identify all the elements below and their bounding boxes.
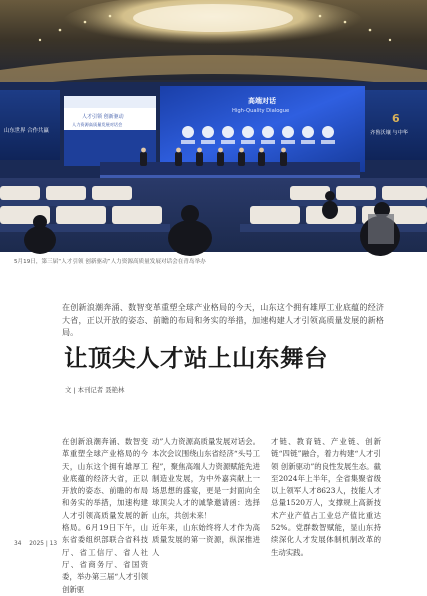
issue-label: 2025 | 13 <box>29 541 58 547</box>
screen-title: 高端对话 <box>248 97 276 105</box>
column-2-text: 动”人力资源高质量发展对话会。本次会议围绕山东省经济“头号工程”，聚焦高端人力资源赋能先进制造业发展，为中外嘉宾献上一场思想的盛宴，更是一封面向全球顶尖人才的诚挚邀请函：选择山东，共创未来！ 近年来，山东始终将人才作为高质量发展的第一资源，纵深推进人 <box>152 437 260 557</box>
body-column-1 <box>62 436 148 596</box>
page-footer <box>14 541 63 547</box>
body-column-3 <box>271 436 381 559</box>
column-1-text: 在创新浪潮奔涌、数智变革重塑全球产业格局的今天，山东这个拥有雄厚工业底蕴的经济大省，正以开放的姿态、前瞻的布局和务实的举措，加速构建人才引领高质量发展的新格局。6月19日下午，山东省委组织部联合省科技厅、省工信厅、省人社厅、省商务厅、省国资委，举办第三届“人才引领 创新驱 <box>62 437 148 594</box>
body-column-2 <box>152 436 260 559</box>
left-panel-sub: 人力资源高质量发展对话会 <box>72 122 123 127</box>
left-sign: 山东世界 合作共赢 <box>4 128 49 134</box>
conference-photo <box>0 0 427 252</box>
photo-caption: 5月19日，第三届“人才引领 创新驱动”人力资源高质量发展对话会在青岛举办 <box>14 259 206 265</box>
page-number: 34 <box>14 541 22 547</box>
column-3-text: 才链、教育链、产业链、创新链“四链”融合，着力构建“人才引领 创新驱动”的良性发展生态。截至2024年上半年，全省集聚省级以上领军人才8623人，技能人才总量1520万人，支撑规上高新技术产业产值占工业总产值比重达52%。党群数智赋能，显山东持续深化人才发展体制机制改革的生动实践。 <box>271 437 381 557</box>
lead-paragraph: 在创新浪潮奔涌、数智变革重塑全球产业格局的今天，山东这个拥有雄厚工业底蕴的经济大省，正以开放的姿态、前瞻的布局和务实的举措，加速构建人才引领高质量发展的新格局。 <box>62 302 384 337</box>
screen-title-en: High-Quality Dialogue <box>232 108 290 114</box>
left-panel-title: 人才引领 创新驱动 <box>82 114 124 120</box>
byline: 文 | 本刊记者 聂艳林 <box>65 386 125 394</box>
logo-mark: 6 <box>392 112 400 125</box>
right-sign: 齐鲁沃壤 与中华 <box>370 130 408 136</box>
headline: 让顶尖人才站上山东舞台 <box>64 344 328 372</box>
